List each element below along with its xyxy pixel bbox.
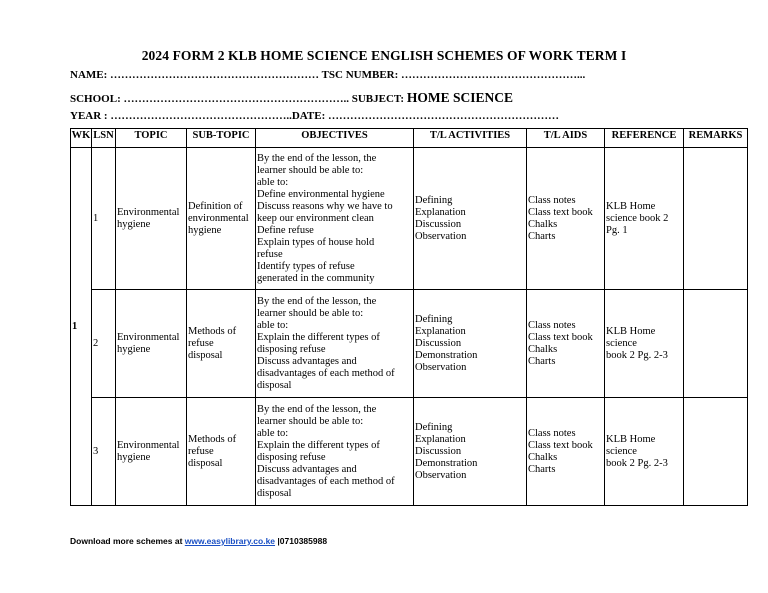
activities-cell: Defining Explanation Discussion Observation	[414, 148, 527, 290]
header-remarks: REMARKS	[684, 129, 748, 148]
aids-cell: Class notes Class text book Chalks Charts	[527, 398, 605, 506]
reference-cell: KLB Home science book 2 Pg. 2-3	[605, 398, 684, 506]
remarks-cell	[684, 398, 748, 506]
aids-cell: Class notes Class text book Chalks Charts	[527, 148, 605, 290]
objectives-cell: By the end of the lesson, the learner should be able to: able to: Explain the different types of disposing refuse Discuss advantages and disadvantages of each method of disposal	[256, 290, 414, 398]
topic-cell: Environmental hygiene	[116, 290, 187, 398]
footer-prefix: Download more schemes at	[70, 536, 185, 546]
subtopic-cell: Methods of refuse disposal	[187, 290, 256, 398]
remarks-cell	[684, 290, 748, 398]
table-row	[71, 398, 748, 506]
reference-cell: KLB Home science book 2 Pg. 2-3	[605, 290, 684, 398]
year-date-line: YEAR : …………………………………………..DATE: ………………………………………………………	[70, 110, 559, 122]
document-title: 2024 FORM 2 KLB HOME SCIENCE ENGLISH SCHEMES OF WORK TERM I	[141, 48, 627, 63]
subtopic-cell: Definition of environmental hygiene	[187, 148, 256, 290]
table-header-row	[71, 129, 748, 148]
objectives-cell: By the end of the lesson, the learner should be able to: able to: Define environmental hygiene Discuss reasons why we have to keep our environment clean Define refuse Explain types of house hold refuse Identify types of refuse generated in the community	[256, 148, 414, 290]
schemes-table	[70, 128, 748, 506]
school-subject-line	[70, 90, 513, 106]
header-wk: WK	[71, 129, 92, 148]
remarks-cell	[684, 148, 748, 290]
week-number: 1	[71, 148, 92, 506]
header-sub-topic: SUB-TOPIC	[187, 129, 256, 148]
topic-cell: Environmental hygiene	[116, 398, 187, 506]
lesson-number: 2	[92, 290, 116, 398]
download-footer	[70, 536, 327, 546]
reference-cell: KLB Home science book 2 Pg. 1	[605, 148, 684, 290]
subject-value: HOME SCIENCE	[406, 90, 513, 105]
lesson-number: 1	[92, 148, 116, 290]
topic-cell: Environmental hygiene	[116, 148, 187, 290]
table-row	[71, 290, 748, 398]
name-tsc-line: NAME: ………………………………………………… TSC NUMBER: …………………………………………...	[70, 69, 586, 81]
header-tl-activities: T/L ACTIVITIES	[414, 129, 527, 148]
header-lsn: LSN	[92, 129, 116, 148]
activities-cell: Defining Explanation Discussion Demonstration Observation	[414, 290, 527, 398]
website-link[interactable]: www.easylibrary.co.ke	[184, 536, 276, 546]
subtopic-cell: Methods of refuse disposal	[187, 398, 256, 506]
footer-phone: |0710385988	[275, 536, 328, 546]
school-label: SCHOOL: …………………………………………………….. SUBJECT:	[70, 93, 405, 105]
objectives-cell: By the end of the lesson, the learner should be able to: able to: Explain the different types of disposing refuse Discuss advantages and disadvantages of each method of disposal	[256, 398, 414, 506]
header-topic: TOPIC	[116, 129, 187, 148]
aids-cell: Class notes Class text book Chalks Charts	[527, 290, 605, 398]
header-reference: REFERENCE	[605, 129, 684, 148]
header-tl-aids: T/L AIDS	[527, 129, 605, 148]
table-row	[71, 148, 748, 290]
activities-cell: Defining Explanation Discussion Demonstration Observation	[414, 398, 527, 506]
header-objectives: OBJECTIVES	[256, 129, 414, 148]
lesson-number: 3	[92, 398, 116, 506]
